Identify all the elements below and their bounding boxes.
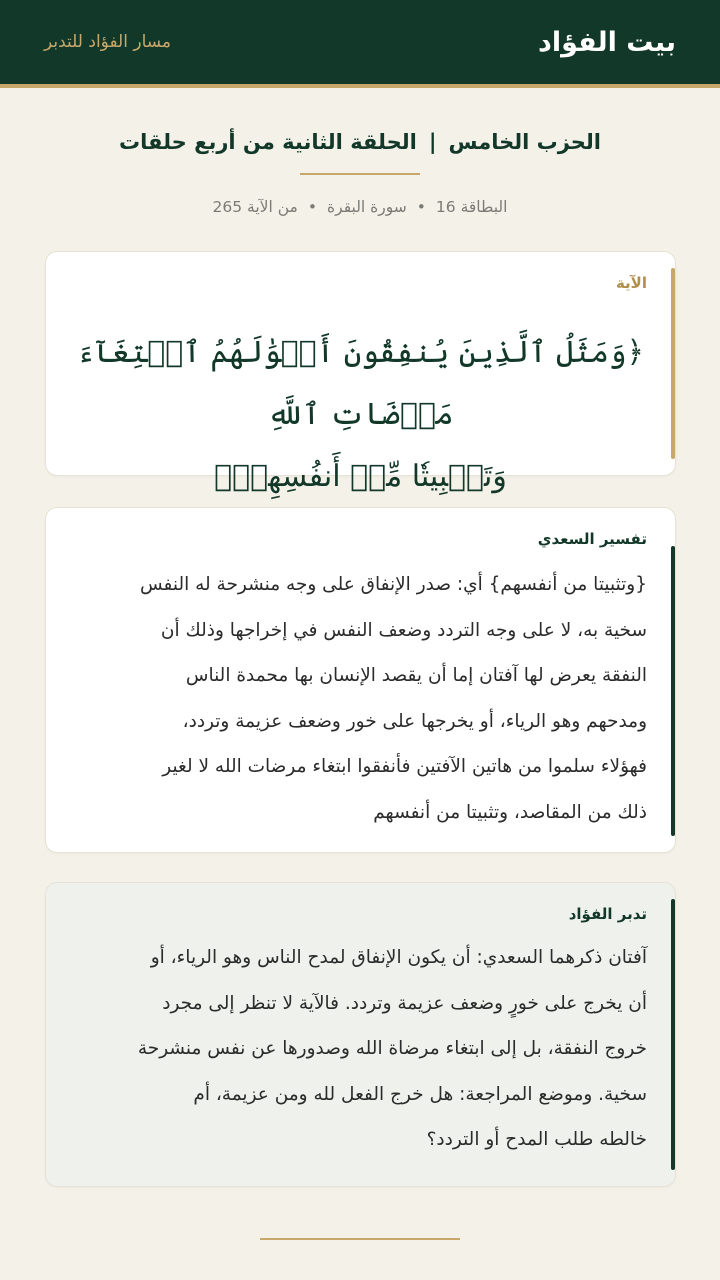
heading-divider <box>300 173 420 175</box>
card-accent-bar <box>671 268 675 459</box>
text-line: سخية به، لا على وجه التردد وضعف النفس في إخراجها وذلك أن <box>160 619 647 641</box>
reflection-text <box>74 935 647 1163</box>
footer-divider <box>260 1238 460 1240</box>
card-number: البطاقة 16 <box>435 198 508 216</box>
verse-label: الآية <box>615 274 647 292</box>
meta-dot: • <box>416 198 426 216</box>
verse-text <box>74 322 647 508</box>
reflection-path-link[interactable]: مسار الفؤاد للتدبر <box>44 32 172 52</box>
text-line: النفقة يعرض لها آفتان إما أن يقصد الإنسان بها محمدة الناس <box>185 665 647 686</box>
tafsir-text <box>74 562 647 835</box>
text-line: ومدحهم وهو الرياء، أو يخرجها على خور وضعف عزيمة وتردد، <box>182 710 647 732</box>
lesson-heading <box>0 130 720 154</box>
meta-dot: • <box>307 198 318 216</box>
text-line: آفتان ذكرهما السعدي: أن يكون الإنفاق لمدح الناس وهو الرياء، أو <box>150 947 647 968</box>
part-title: الحلقة الثانية من أربع حلقات <box>118 130 417 154</box>
text-line: أن يخرج على خورٍ وضعف عزيمة وتردد. فالآية لا تنظر إلى مجرد <box>162 992 647 1014</box>
verse-line: ﴿وَمَثَلُ ٱلَّذِينَ يُنفِقُونَ أَمۡوَٰلَهُمُ ٱبۡتِغَآءَ مَرۡضَاتِ ٱللَّهِ <box>76 335 645 432</box>
hizb-title: الحزب الخامس <box>448 130 602 154</box>
ayah-start: من الآية 265 <box>212 198 298 216</box>
heading-separator: | <box>428 130 437 154</box>
text-line: {وتثبيتا من أنفسهم} أي: صدر الإنفاق على وجه منشرحة له النفس <box>139 574 647 595</box>
text-line: خالطه طلب المدح أو التردد؟ <box>426 1129 647 1150</box>
app-header <box>0 0 720 88</box>
surah-name: سورة البقرة <box>327 198 407 216</box>
card-meta <box>0 198 720 216</box>
reflection-card <box>45 882 676 1187</box>
app-title[interactable]: بيت الفؤاد <box>537 26 676 58</box>
reflection-label: تدبر الفؤاد <box>568 905 647 923</box>
card-accent-bar <box>671 546 675 836</box>
text-line: سخية. وموضع المراجعة: هل خرج الفعل لله ومن عزيمة، أم <box>193 1083 647 1105</box>
text-line: ذلك من المقاصد، وتثبيتا من أنفسهم <box>373 801 647 823</box>
verse-line: وَتَثۡبِيتٗا مِّنۡ أَنفُسِهِمۡ﴾ <box>214 459 507 494</box>
text-line: فهؤلاء سلموا من هاتين الآفتين فأنفقوا ابتغاء مرضات الله لا لغير <box>162 756 647 777</box>
tafsir-label: تفسير السعدي <box>537 530 647 548</box>
card-accent-bar <box>671 899 675 1170</box>
verse-card <box>45 251 676 494</box>
tafsir-card <box>45 507 676 853</box>
text-line: خروج النفقة، بل إلى ابتغاء مرضاة الله وصدورها عن نفس منشرحة <box>137 1038 647 1059</box>
